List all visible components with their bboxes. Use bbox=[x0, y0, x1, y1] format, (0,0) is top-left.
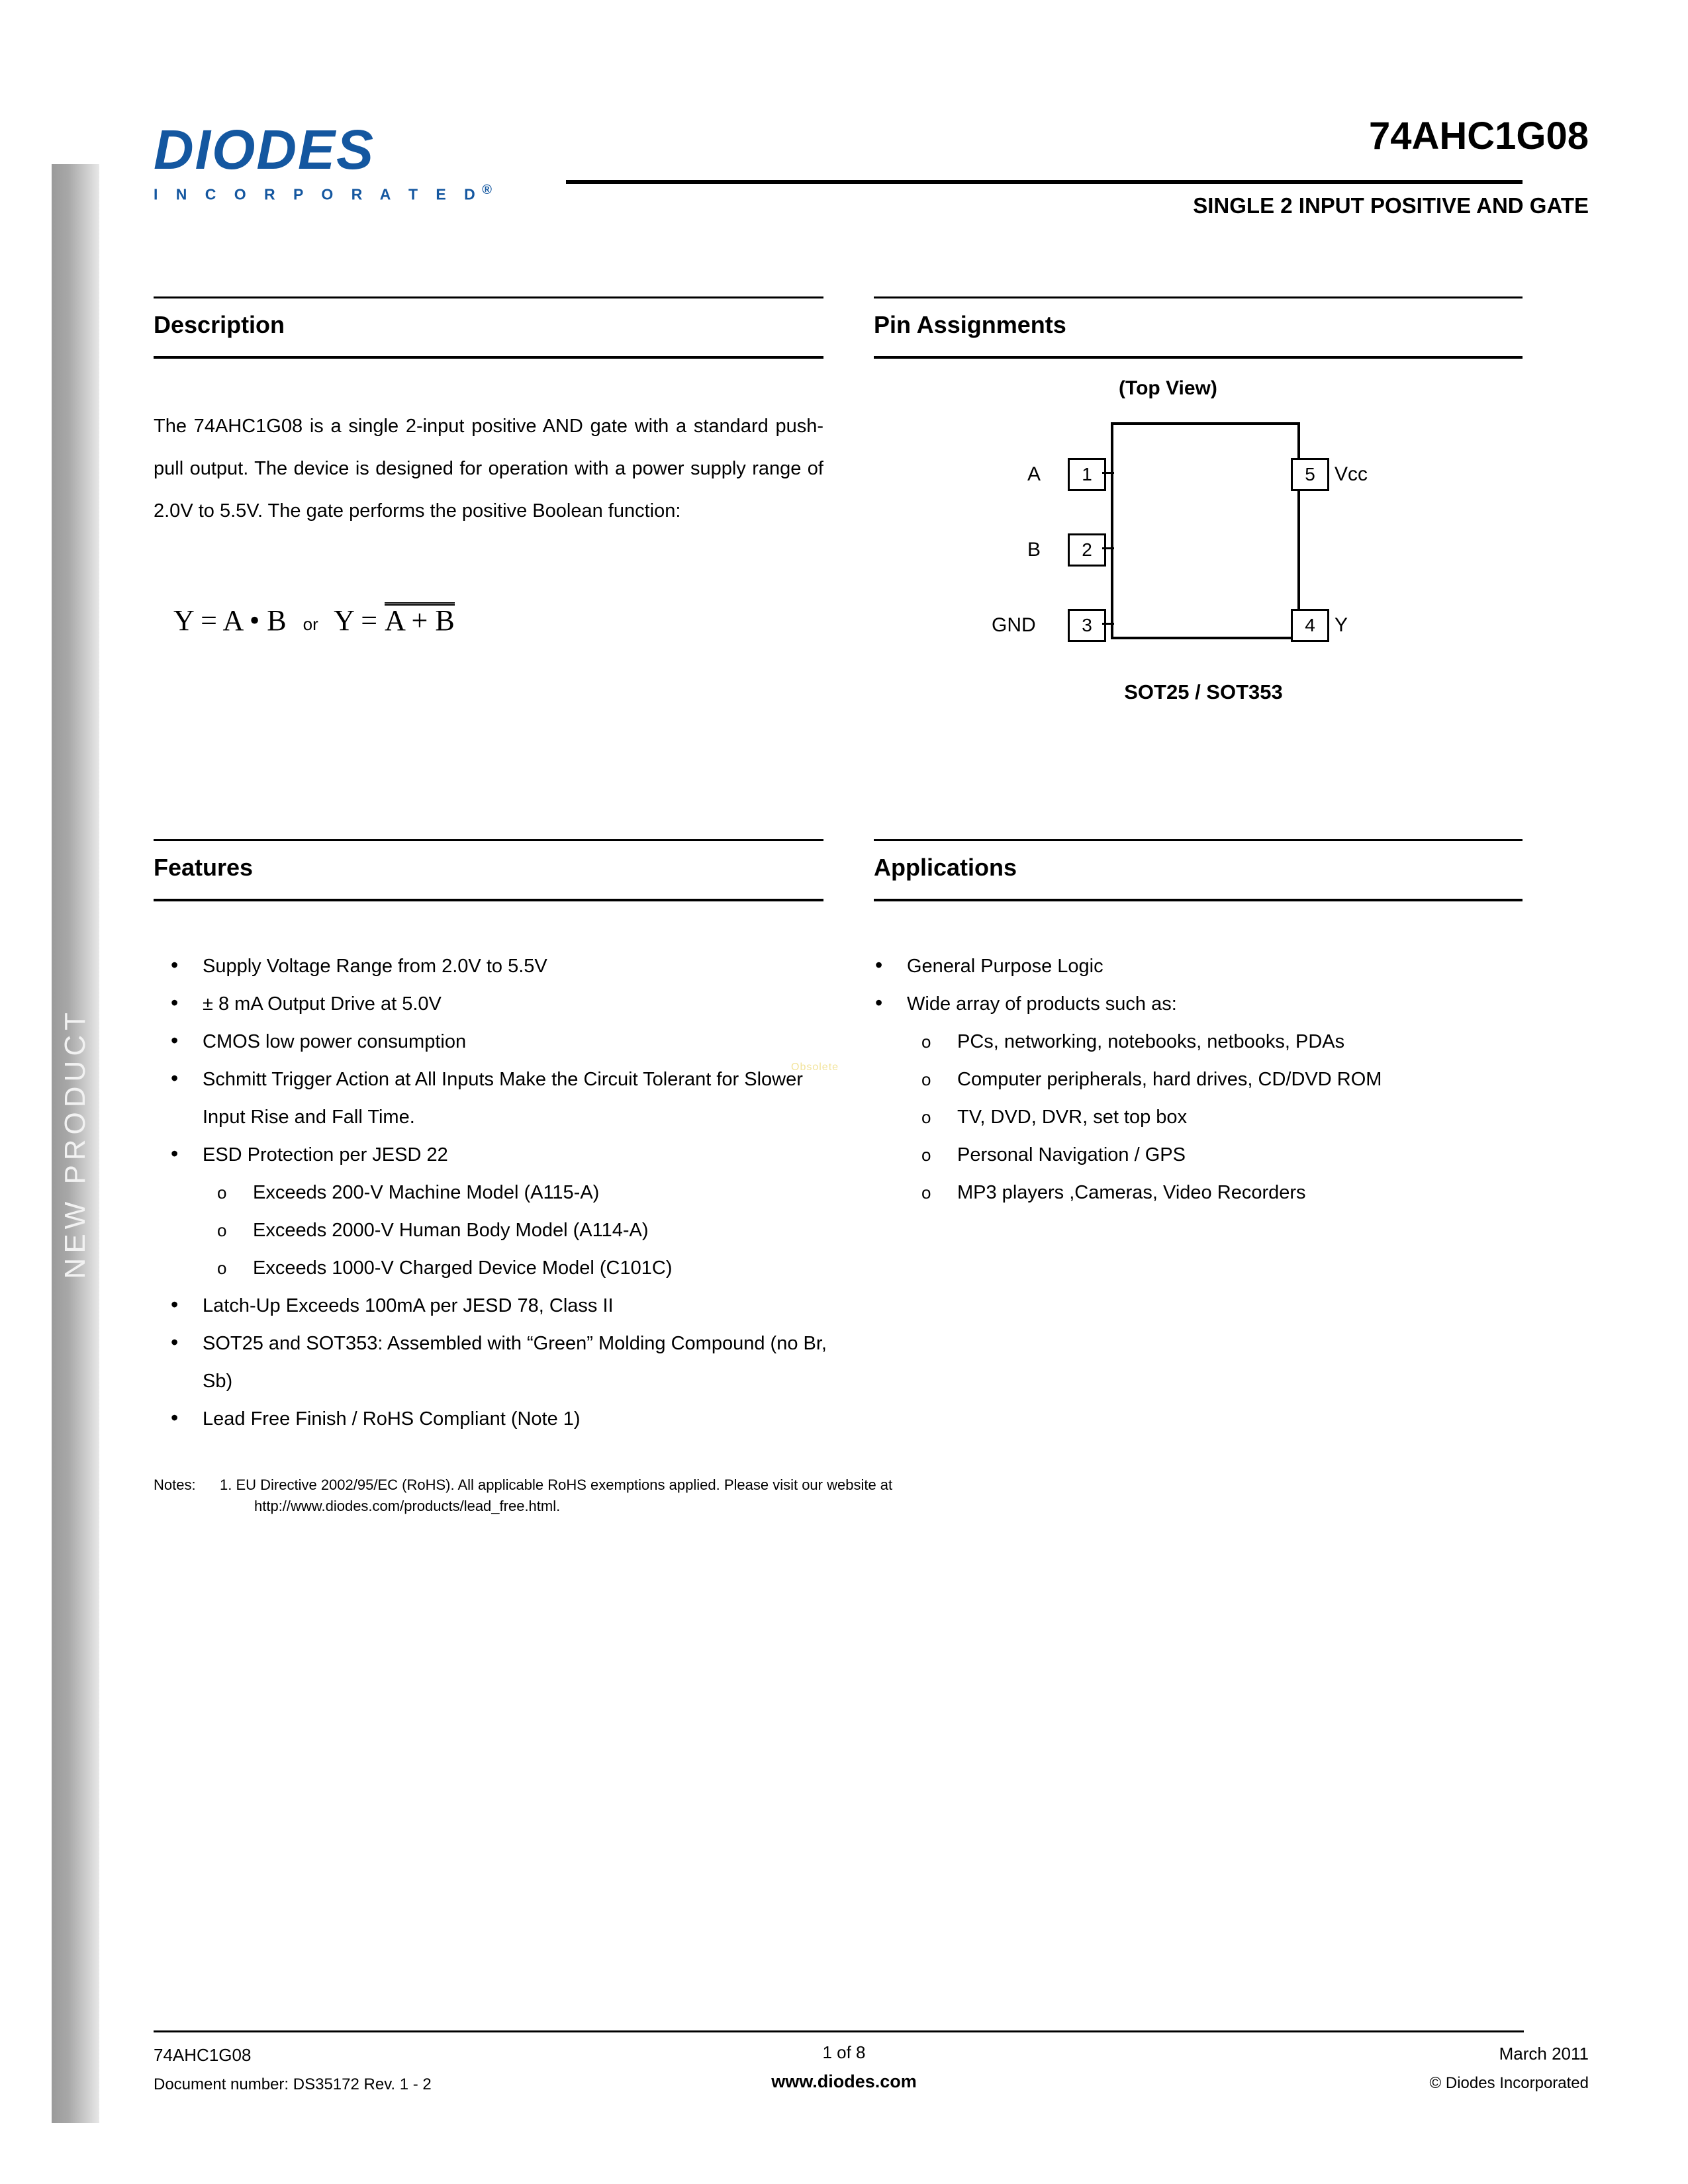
applications-rule-bottom bbox=[874, 899, 1523, 901]
sub-bullet-icon: o bbox=[921, 1069, 931, 1089]
footer-website[interactable]: www.diodes.com bbox=[771, 2071, 917, 2091]
list-item bbox=[154, 948, 842, 985]
pin-5-number: 5 bbox=[1291, 458, 1329, 491]
sub-bullet-icon: o bbox=[217, 1183, 227, 1203]
bullet-icon: • bbox=[171, 1330, 179, 1354]
applications-list bbox=[858, 948, 1520, 1212]
footer-page-number: 1 of 8 bbox=[822, 2042, 866, 2062]
bullet-icon: • bbox=[171, 1066, 179, 1090]
bullet-icon: • bbox=[171, 1293, 179, 1316]
list-item bbox=[858, 948, 1520, 985]
list-item-label: Exceeds 2000-V Human Body Model (A114-A) bbox=[253, 1220, 649, 1241]
features-list bbox=[154, 948, 842, 1438]
footer-part-number: 74AHC1G08 bbox=[154, 2045, 252, 2065]
description-heading: Description bbox=[154, 311, 285, 338]
list-item bbox=[858, 1136, 1520, 1174]
list-item-label: ± 8 mA Output Drive at 5.0V bbox=[203, 993, 442, 1015]
pin-1-number: 1 bbox=[1068, 458, 1106, 491]
list-item-label: PCs, networking, notebooks, netbooks, PDAs bbox=[957, 1031, 1345, 1052]
list-item-label: Exceeds 200-V Machine Model (A115-A) bbox=[253, 1182, 600, 1203]
pin-1-lead bbox=[1102, 472, 1114, 474]
list-item-label: Computer peripherals, hard drives, CD/DVD ROM bbox=[957, 1069, 1382, 1090]
list-item bbox=[154, 1023, 842, 1061]
applications-heading: Applications bbox=[874, 854, 1017, 881]
list-item-label: Personal Navigation / GPS bbox=[957, 1144, 1186, 1165]
package-outline bbox=[1111, 422, 1300, 639]
list-item-label: Lead Free Finish / RoHS Compliant (Note 1) bbox=[203, 1408, 581, 1430]
bullet-icon: • bbox=[875, 953, 883, 977]
pin-assignments-rule-bottom bbox=[874, 356, 1523, 359]
list-item bbox=[154, 1287, 842, 1325]
list-item-label: Schmitt Trigger Action at All Inputs Make the Circuit Tolerant for Slower Input Rise and Fall Time. bbox=[203, 1069, 803, 1128]
pin-assignments-rule-top bbox=[874, 296, 1523, 298]
sub-bullet-icon: o bbox=[921, 1107, 931, 1127]
list-item bbox=[858, 1099, 1520, 1136]
list-item bbox=[154, 1400, 842, 1438]
list-item-label: Latch-Up Exceeds 100mA per JESD 78, Class II bbox=[203, 1295, 614, 1316]
pin-4-label: Y bbox=[1335, 614, 1348, 636]
pin-5-label: Vcc bbox=[1335, 463, 1368, 485]
pin-2-lead bbox=[1102, 547, 1114, 549]
list-item-label: MP3 players ,Cameras, Video Recorders bbox=[957, 1182, 1306, 1203]
new-product-band-text bbox=[52, 164, 99, 2123]
bullet-icon: • bbox=[171, 953, 179, 977]
list-item-label: Supply Voltage Range from 2.0V to 5.5V bbox=[203, 956, 547, 977]
list-item bbox=[154, 1174, 842, 1212]
page-title: 74AHC1G08 bbox=[1368, 114, 1589, 158]
sub-bullet-icon: o bbox=[921, 1032, 931, 1052]
sub-bullet-icon: o bbox=[921, 1145, 931, 1165]
features-rule-top bbox=[154, 839, 823, 841]
description-body: The 74AHC1G08 is a single 2-input positive AND gate with a standard push-pull output. The device is designed for operation with a power supply range of 2.0V to 5.5V. The gate performs the positive Boolean function: bbox=[154, 416, 823, 522]
footer-date: March 2011 bbox=[1499, 2044, 1589, 2064]
sub-bullet-icon: o bbox=[921, 1183, 931, 1203]
list-item bbox=[858, 985, 1520, 1023]
notes-line-1: 1. EU Directive 2002/95/EC (RoHS). All applicable RoHS exemptions applied. Please visit our website at bbox=[220, 1477, 893, 1493]
list-item-label: General Purpose Logic bbox=[907, 956, 1103, 977]
footer-copyright: © Diodes Incorporated bbox=[1429, 2074, 1589, 2092]
pin-assignments-heading: Pin Assignments bbox=[874, 311, 1066, 338]
list-item-label: Wide array of products such as: bbox=[907, 993, 1177, 1015]
bullet-icon: • bbox=[171, 991, 179, 1015]
formula-or: or bbox=[303, 614, 318, 634]
boolean-formula bbox=[173, 602, 455, 637]
pin-4-number: 4 bbox=[1291, 609, 1329, 642]
formula-right-part: Y = A + B bbox=[334, 604, 455, 637]
description-rule-top bbox=[154, 296, 823, 298]
new-product-label: NEW PRODUCT bbox=[59, 1008, 91, 1279]
list-item bbox=[154, 1250, 842, 1287]
pin-2-label: B bbox=[1027, 539, 1041, 561]
applications-rule-top bbox=[874, 839, 1523, 841]
notes-label: Notes: bbox=[154, 1477, 196, 1493]
list-item-label: SOT25 and SOT353: Assembled with “Green” Molding Compound (no Br, Sb) bbox=[203, 1333, 827, 1392]
bullet-icon: • bbox=[171, 1028, 179, 1052]
features-rule-bottom bbox=[154, 899, 823, 901]
description-rule-bottom bbox=[154, 356, 823, 359]
pin-2-number: 2 bbox=[1068, 533, 1106, 567]
sub-bullet-icon: o bbox=[217, 1220, 227, 1240]
logo-wordmark: DIODES bbox=[154, 118, 375, 181]
list-item bbox=[154, 985, 842, 1023]
page-subtitle: SINGLE 2 INPUT POSITIVE AND GATE bbox=[1193, 193, 1589, 218]
logo-tagline: I N C O R P O R A T E D® bbox=[154, 183, 499, 203]
pin-3-label: GND bbox=[992, 614, 1036, 636]
list-item bbox=[858, 1023, 1520, 1061]
pin-3-number: 3 bbox=[1068, 609, 1106, 642]
diodes-logo bbox=[154, 120, 557, 210]
package-caption: SOT25 / SOT353 bbox=[1124, 680, 1283, 704]
pin-1-label: A bbox=[1027, 463, 1041, 485]
bullet-icon: • bbox=[171, 1142, 179, 1165]
list-item-label: CMOS low power consumption bbox=[203, 1031, 467, 1052]
bullet-icon: • bbox=[875, 991, 883, 1015]
notes-block bbox=[154, 1475, 1127, 1517]
list-item bbox=[154, 1136, 842, 1174]
list-item bbox=[154, 1212, 842, 1250]
features-heading: Features bbox=[154, 854, 254, 881]
list-item bbox=[154, 1325, 842, 1400]
top-view-label: (Top View) bbox=[1119, 377, 1217, 399]
pin-3-lead bbox=[1102, 623, 1114, 625]
header-divider bbox=[566, 180, 1523, 184]
footer-divider bbox=[154, 2030, 1524, 2032]
watermark-text: Obsolete bbox=[791, 1062, 839, 1073]
footer-doc-number: Document number: DS35172 Rev. 1 - 2 bbox=[154, 2075, 432, 2093]
sub-bullet-icon: o bbox=[217, 1258, 227, 1278]
list-item bbox=[154, 1061, 842, 1136]
list-item-label: ESD Protection per JESD 22 bbox=[203, 1144, 448, 1165]
list-item bbox=[858, 1061, 1520, 1099]
formula-left-part: Y = A • B bbox=[173, 604, 287, 637]
list-item-label: Exceeds 1000-V Charged Device Model (C101C) bbox=[253, 1257, 673, 1279]
bullet-icon: • bbox=[171, 1406, 179, 1430]
notes-line-2: http://www.diodes.com/products/lead_free.html. bbox=[254, 1498, 561, 1514]
list-item bbox=[858, 1174, 1520, 1212]
list-item-label: TV, DVD, DVR, set top box bbox=[957, 1107, 1188, 1128]
